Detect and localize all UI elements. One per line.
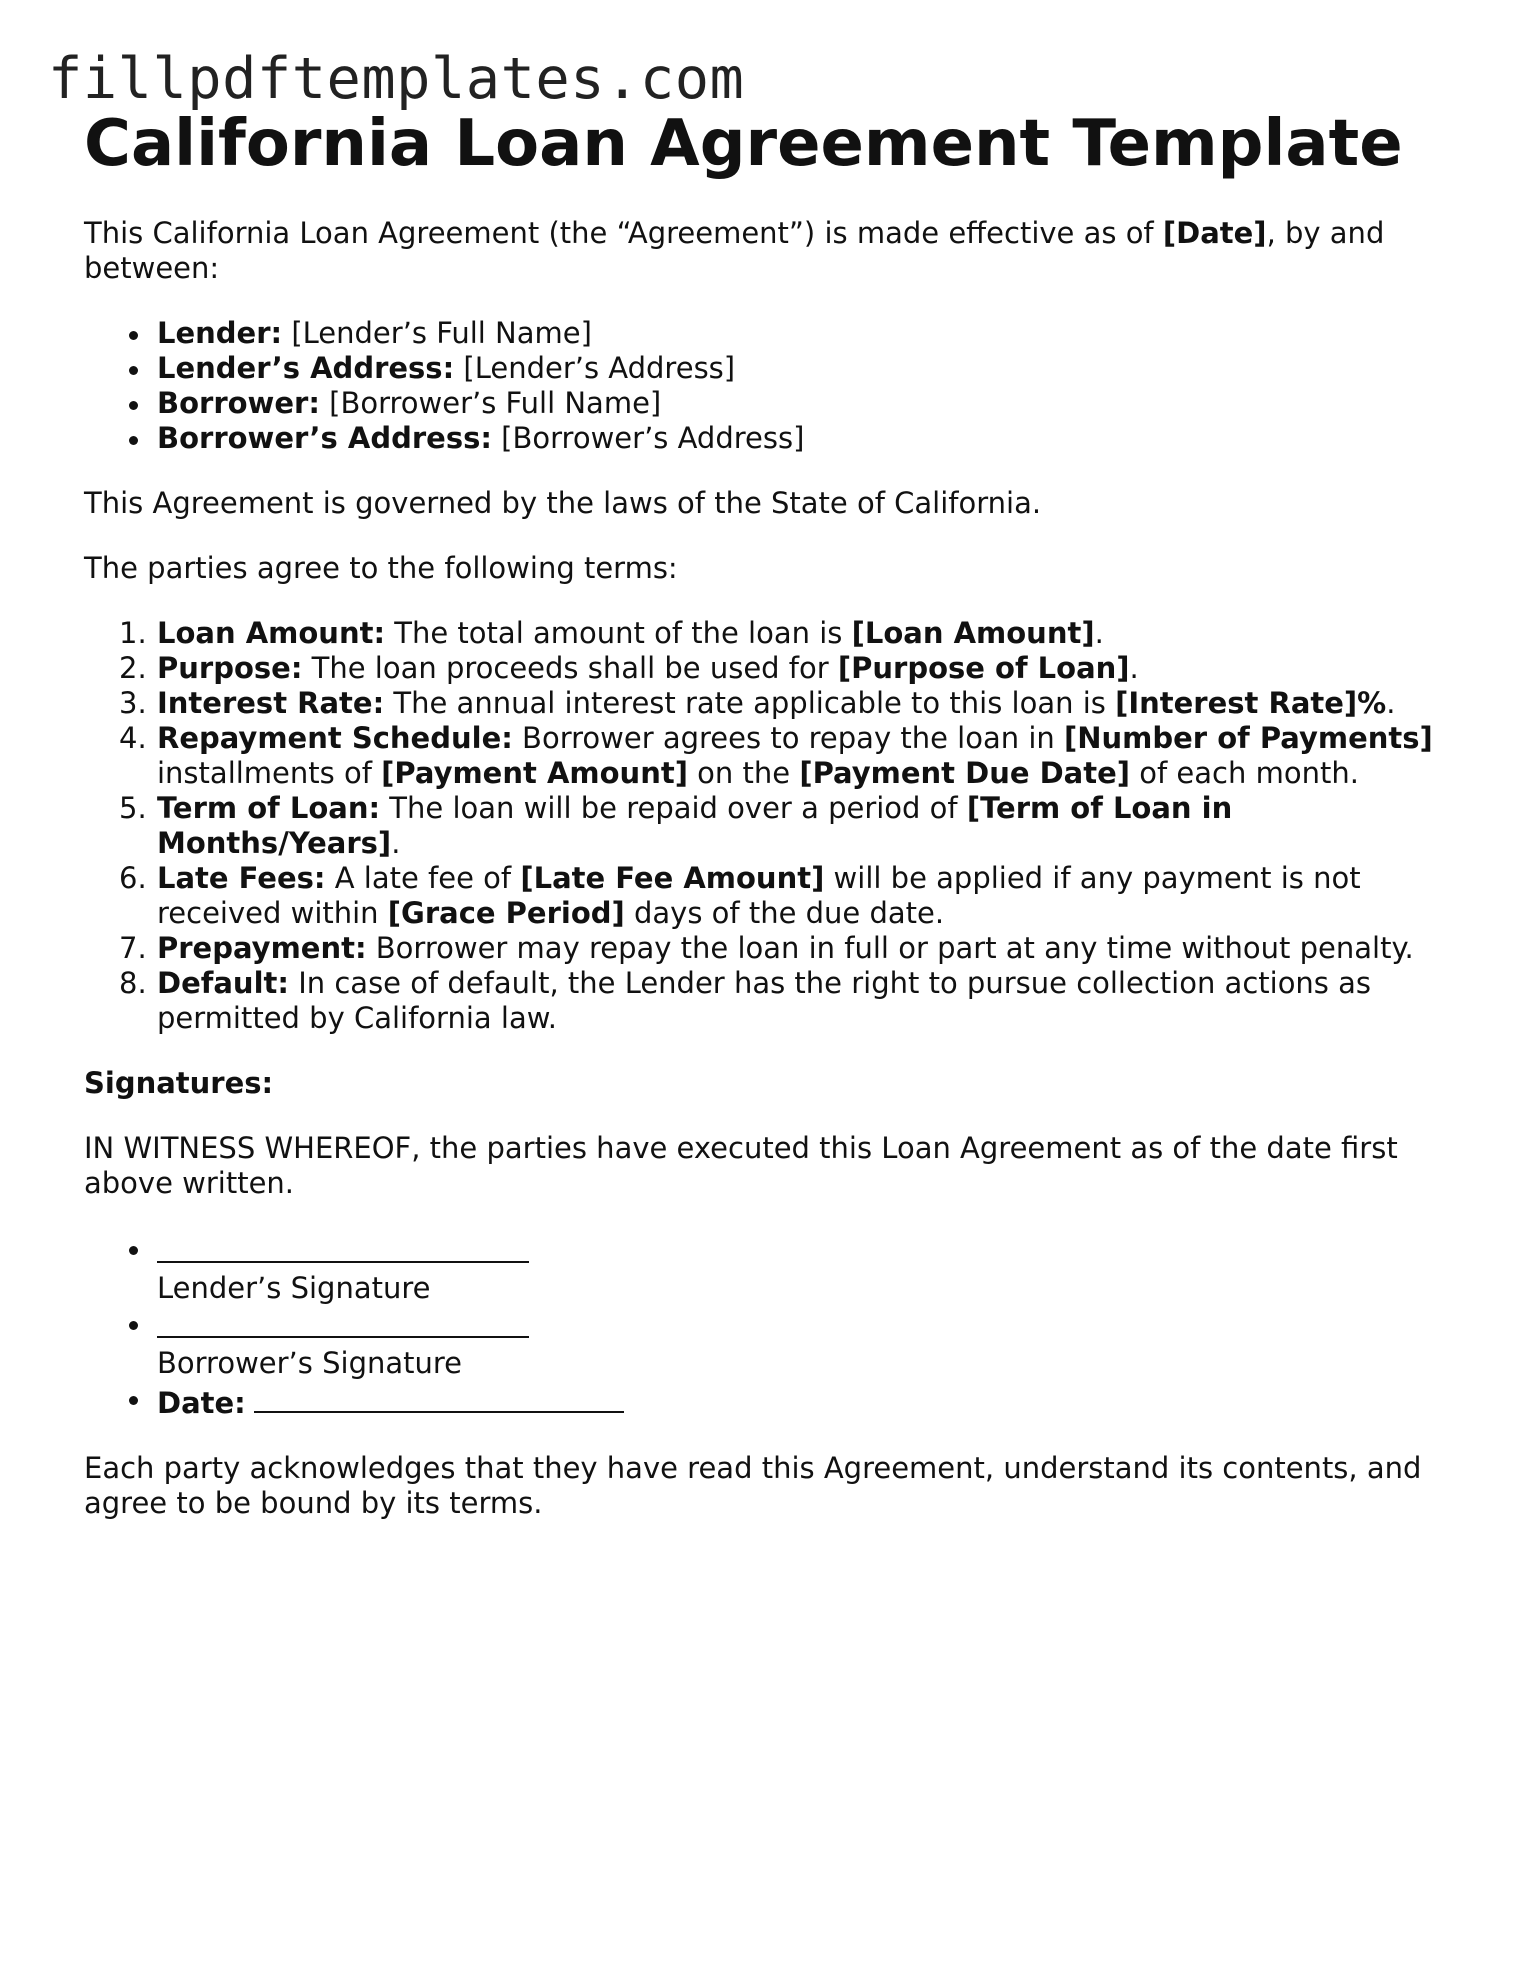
term-number: 8. [119, 966, 147, 1000]
term-number: 6. [119, 861, 147, 895]
party-item-borrower-address [157, 421, 1444, 456]
term-label: Repayment Schedule: [157, 721, 513, 755]
term-placeholder: [Payment Due Date] [799, 756, 1131, 790]
signature-list [84, 1231, 1444, 1421]
date-signature-line[interactable] [254, 1381, 624, 1413]
term-number: 4. [119, 721, 147, 755]
term-number: 1. [119, 616, 147, 650]
term-item-purpose [119, 651, 1444, 686]
term-text: Borrower agrees to repay the loan in [512, 721, 1064, 755]
term-text: . [1094, 616, 1104, 650]
term-text: on the [687, 756, 800, 790]
document-title: California Loan Agreement Template [84, 107, 1403, 181]
lender-signature-caption: Lender’s Signature [157, 1271, 431, 1305]
party-value: [Lender’s Address] [454, 351, 736, 385]
date-signature-item [157, 1381, 1444, 1421]
term-placeholder: [Term of Loan in Months/Years] [157, 791, 1233, 860]
term-number: 2. [119, 651, 147, 685]
intro-text-before: This California Loan Agreement (the “Agreement”) is made effective as of [84, 216, 1163, 250]
term-label: Term of Loan: [157, 791, 381, 825]
parties-list [84, 316, 1444, 456]
term-item-loan-amount [119, 616, 1444, 651]
party-item-lender-address [157, 351, 1444, 386]
party-value: [Borrower’s Address] [491, 421, 805, 455]
term-placeholder: [Interest Rate]% [1115, 686, 1387, 720]
term-number: 7. [119, 931, 147, 965]
term-placeholder: [Number of Payments] [1063, 721, 1433, 755]
term-text: In case of default, the Lender has the right to pursue collection actions as permitted by California law. [157, 966, 1372, 1035]
party-item-lender [157, 316, 1444, 351]
borrower-signature-item [157, 1306, 1444, 1381]
term-item-term-of-loan [119, 791, 1444, 861]
witness-paragraph: IN WITNESS WHEREOF, the parties have executed this Loan Agreement as of the date first above written. [84, 1131, 1398, 1200]
signatures-heading: Signatures: [84, 1066, 274, 1100]
term-text: The annual interest rate applicable to this loan is [384, 686, 1116, 720]
borrower-signature-line[interactable] [157, 1306, 529, 1338]
term-item-repayment-schedule [119, 721, 1444, 791]
intro-paragraph [84, 216, 1444, 286]
term-item-late-fees [119, 861, 1444, 931]
term-label: Prepayment: [157, 931, 367, 965]
term-text: days of the due date. [624, 896, 945, 930]
term-placeholder: [Payment Amount] [381, 756, 688, 790]
party-label: Borrower: [157, 386, 320, 420]
term-item-default [119, 966, 1444, 1036]
party-label: Lender’s Address: [157, 351, 455, 385]
party-label: Lender: [157, 316, 283, 350]
term-text: . [391, 826, 401, 860]
term-placeholder: [Grace Period] [387, 896, 625, 930]
term-label: Late Fees: [157, 861, 326, 895]
term-label: Purpose: [157, 651, 303, 685]
term-text: of each month. [1130, 756, 1359, 790]
site-watermark: fillpdftemplates.com [48, 46, 745, 112]
term-label: Default: [157, 966, 289, 1000]
term-text: . [1386, 686, 1396, 720]
term-text: A late fee of [325, 861, 521, 895]
term-placeholder: [Loan Amount] [851, 616, 1095, 650]
term-item-prepayment [119, 931, 1444, 966]
terms-list [84, 616, 1444, 1036]
lender-signature-line[interactable] [157, 1231, 529, 1263]
party-value: [Borrower’s Full Name] [319, 386, 662, 420]
term-label: Loan Amount: [157, 616, 386, 650]
intro-text-after: , by and between: [84, 216, 1385, 285]
term-text: The total amount of the loan is [385, 616, 852, 650]
term-text: will be applied if any payment is not received within [157, 861, 1361, 930]
document-page [84, 104, 1444, 1521]
term-text: Borrower may repay the loan in full or part at any time without penalty. [366, 931, 1414, 965]
term-number: 5. [119, 791, 147, 825]
date-label: Date: [157, 1386, 246, 1420]
term-text: The loan will be repaid over a period of [380, 791, 967, 825]
party-value: [Lender’s Full Name] [282, 316, 592, 350]
date-placeholder: [Date] [1162, 216, 1267, 250]
borrower-signature-caption: Borrower’s Signature [157, 1346, 463, 1380]
term-text: installments of [157, 756, 382, 790]
term-placeholder: [Purpose of Loan] [837, 651, 1130, 685]
term-text: The loan proceeds shall be used for [302, 651, 838, 685]
acknowledgement-paragraph: Each party acknowledges that they have read this Agreement, understand its contents, and agree to be bound by its terms. [84, 1451, 1422, 1520]
term-text: . [1129, 651, 1139, 685]
term-item-interest-rate [119, 686, 1444, 721]
term-placeholder: [Late Fee Amount] [520, 861, 825, 895]
term-number: 3. [119, 686, 147, 720]
party-item-borrower [157, 386, 1444, 421]
party-label: Borrower’s Address: [157, 421, 492, 455]
governing-law-paragraph: This Agreement is governed by the laws of the State of California. [84, 486, 1042, 520]
terms-intro-paragraph: The parties agree to the following terms: [84, 551, 678, 585]
term-label: Interest Rate: [157, 686, 385, 720]
lender-signature-item [157, 1231, 1444, 1306]
